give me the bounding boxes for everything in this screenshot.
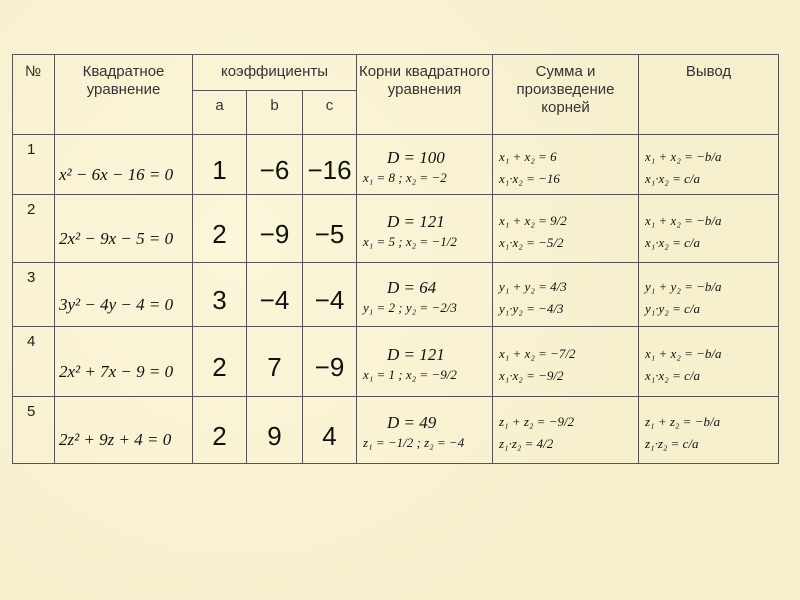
vieta-sum: x₁ + x₂ = −b/a	[645, 212, 722, 228]
roots-product: x₁·x₂ = −9/2	[499, 367, 564, 383]
header-coef-b: b	[247, 91, 303, 135]
vieta-sum: z₁ + z₂ = −b/a	[645, 414, 721, 429]
coef-a: 1	[212, 155, 227, 185]
table-row	[13, 397, 779, 464]
coef-a: 2	[212, 219, 227, 249]
header-sum-product: Сумма и произведение корней	[493, 55, 639, 135]
roots-values: x₁ = 8 ; x₂ = −2	[363, 169, 447, 185]
sum-product-cell	[493, 263, 639, 327]
vieta-product: y₁·y₂ = c/a	[645, 300, 700, 316]
coef-a: 3	[212, 285, 227, 315]
roots-cell	[357, 263, 493, 327]
vieta-sum: x₁ + x₂ = −b/a	[645, 345, 722, 361]
vieta-product: x₁·x₂ = c/a	[645, 367, 700, 383]
coef-b-cell	[247, 397, 303, 464]
roots-sum: x₁ + x₂ = 9/2	[499, 212, 567, 228]
coef-c-cell	[303, 135, 357, 195]
equation-cell	[55, 263, 193, 327]
coef-c-cell	[303, 195, 357, 263]
conclusion-cell	[639, 135, 779, 195]
conclusion-cell	[639, 195, 779, 263]
header-equation: Квадратное уравнение	[55, 55, 193, 135]
roots-values: z₁ = −1/2 ; z₂ = −4	[363, 435, 465, 450]
coef-b: −6	[259, 155, 290, 185]
roots-cell	[357, 195, 493, 263]
roots-values: x₁ = 5 ; x₂ = −1/2	[363, 233, 457, 249]
coef-b-cell	[247, 135, 303, 195]
coef-a-cell	[193, 327, 247, 397]
header-coef-a: а	[193, 91, 247, 135]
quadratic-equations-table	[12, 54, 779, 464]
vieta-product: x₁·x₂ = c/a	[645, 234, 700, 250]
row-number: 4	[13, 327, 55, 397]
row-number: 3	[13, 263, 55, 327]
row-number: 5	[13, 397, 55, 464]
roots-product: x₁·x₂ = −5/2	[499, 234, 564, 250]
discriminant: D = 64	[387, 277, 437, 297]
coef-a-cell	[193, 195, 247, 263]
conclusion-cell	[639, 263, 779, 327]
roots-cell	[357, 135, 493, 195]
discriminant: D = 121	[387, 344, 445, 364]
coef-b-cell	[247, 195, 303, 263]
discriminant: D = 49	[387, 413, 437, 432]
conclusion-cell	[639, 397, 779, 464]
coef-c: −4	[314, 285, 345, 315]
sum-product-cell	[493, 135, 639, 195]
sum-product-cell	[493, 397, 639, 464]
coef-c: −9	[314, 352, 345, 382]
coef-a-cell	[193, 397, 247, 464]
header-coefficients: коэффициенты	[193, 55, 357, 91]
equation-cell	[55, 135, 193, 195]
roots-sum: x₁ + x₂ = 6	[499, 148, 557, 164]
equation: x² − 6x − 16 = 0	[59, 164, 174, 184]
header-coef-c: с	[303, 91, 357, 135]
coef-c: −5	[314, 219, 345, 249]
coef-c: 4	[322, 420, 337, 451]
table-row	[13, 263, 779, 327]
equation: 2x² − 9x − 5 = 0	[59, 228, 174, 248]
coef-a: 2	[212, 420, 227, 451]
vieta-sum: x₁ + x₂ = −b/a	[645, 148, 722, 164]
coef-a: 2	[212, 352, 227, 382]
roots-product: y₁·y₂ = −4/3	[499, 300, 564, 316]
table-row	[13, 135, 779, 195]
sum-product-cell	[493, 195, 639, 263]
coef-b: −4	[259, 285, 290, 315]
coef-a-cell	[193, 135, 247, 195]
coef-c-cell	[303, 397, 357, 464]
coef-b: 9	[267, 420, 282, 451]
roots-sum: z₁ + z₂ = −9/2	[499, 414, 575, 429]
header-roots: Корни квадратного уравнения	[357, 55, 493, 135]
coef-c-cell	[303, 327, 357, 397]
vieta-product: z₁·z₂ = c/a	[645, 436, 699, 451]
coef-b: −9	[259, 219, 290, 249]
row-number: 2	[13, 195, 55, 263]
header-number: №	[13, 55, 55, 135]
equation: 2x² + 7x − 9 = 0	[59, 361, 174, 381]
coef-b-cell	[247, 327, 303, 397]
roots-values: x₁ = 1 ; x₂ = −9/2	[363, 366, 457, 382]
sum-product-cell	[493, 327, 639, 397]
roots-cell	[357, 397, 493, 464]
roots-sum: y₁ + y₂ = 4/3	[499, 278, 567, 294]
row-number: 1	[13, 135, 55, 195]
header-conclusion: Вывод	[639, 55, 779, 135]
equation-cell	[55, 327, 193, 397]
roots-sum: x₁ + x₂ = −7/2	[499, 345, 576, 361]
vieta-sum: y₁ + y₂ = −b/a	[645, 278, 722, 294]
discriminant: D = 121	[387, 211, 445, 231]
table-row	[13, 195, 779, 263]
coef-c-cell	[303, 263, 357, 327]
coef-b: 7	[267, 352, 282, 382]
roots-cell	[357, 327, 493, 397]
roots-product: x₁·x₂ = −16	[499, 170, 560, 186]
discriminant: D = 100	[387, 147, 445, 167]
coef-b-cell	[247, 263, 303, 327]
equation-cell	[55, 397, 193, 464]
table-row	[13, 327, 779, 397]
roots-product: z₁·z₂ = 4/2	[499, 436, 554, 451]
equation: 2z² + 9z + 4 = 0	[59, 430, 172, 449]
coef-a-cell	[193, 263, 247, 327]
conclusion-cell	[639, 327, 779, 397]
vieta-product: x₁·x₂ = c/a	[645, 170, 700, 186]
equation: 3y² − 4y − 4 = 0	[59, 294, 174, 314]
coef-c: −16	[307, 155, 352, 185]
roots-values: y₁ = 2 ; y₂ = −2/3	[363, 299, 457, 315]
equation-cell	[55, 195, 193, 263]
